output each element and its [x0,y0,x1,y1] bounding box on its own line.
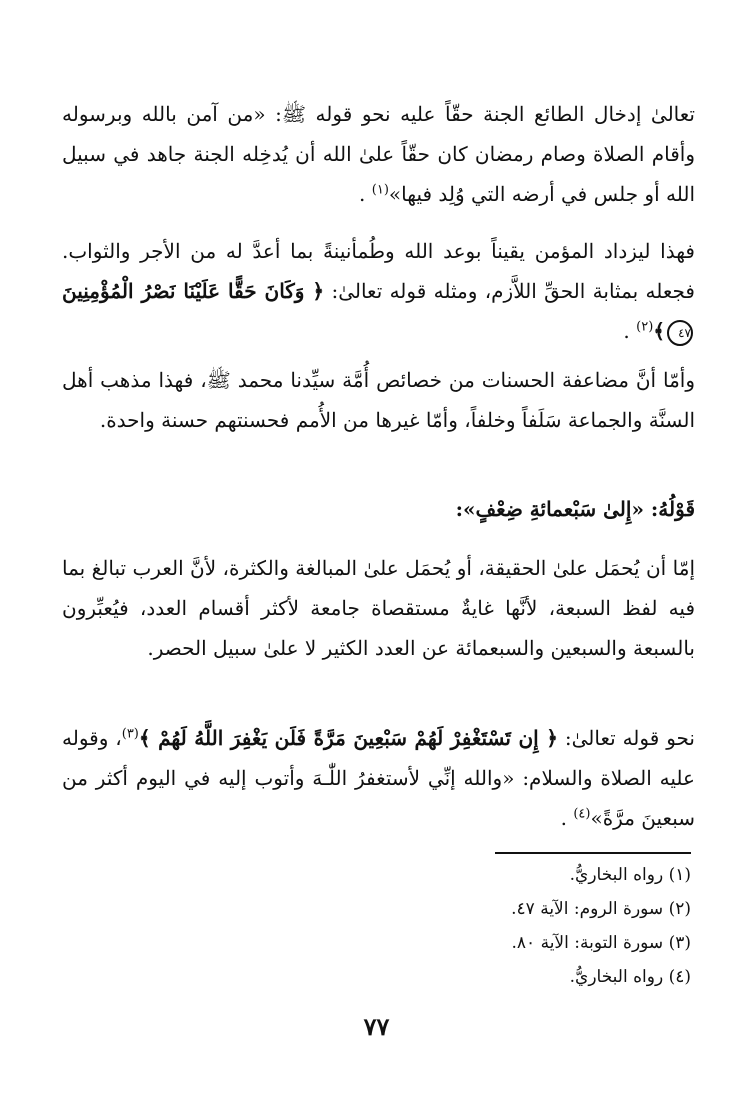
paragraph-multiplication: وأمّا أنَّ مضاعفة الحسنات من خصائص أُمَّة سيِّدنا محمد ﷺ، فهذا مذهب أهل السنَّة والجماعة سَلَفاً وخلفاً، وأمّا غيرها من الأُمم فحسنتهم حسنة واحدة. [62,368,695,432]
paragraph-text: ، وقوله عليه الصلاة والسلام: «والله إنِّي لأستغفرُ اللّٰـهَ وأتوب إليه في اليوم أكثر من سبعينَ مرَّةً» [62,726,695,830]
footnote-separator [495,852,691,854]
footnote-item: (٤) رواه البخاريُّ. [569,967,691,987]
paragraph-end: . [623,319,630,343]
quran-verse: ﴿ وَكَانَ حَقًّا عَلَيْنَا نَصْرُ الْمُؤْمِنِينَ [62,279,325,303]
paragraph-text: فهذا ليزداد المؤمن يقيناً بوعد الله وطُمأنينةً بما أعدَّ له من الأجر والثواب. فجعله بمثابة الحقِّ اللاَّزم، ومثله قوله تعالىٰ: [62,239,695,303]
quran-close-bracket: ﴾ [653,319,665,343]
paragraph-seventy-times [62,718,695,838]
footnote-item: (٢) سورة الروم: الآية ٤٧. [511,899,691,919]
footnote-ref-1: (١) [371,182,389,198]
paragraph-end: . [359,182,366,206]
paragraph-seven-hundred: إمّا أن يُحمَل علىٰ الحقيقة، أو يُحمَل علىٰ المبالغة والكثرة، لأنَّ العرب تبالغ بما فيه لفظ السبعة، لأنَّها غايةٌ مستقصاة جامعة لأكثر أقسام العدد، فيُعبِّرون بالسبعة والسبعين والسبعمائة عن العدد الكثير لا علىٰ سبيل الحصر. [62,556,695,660]
paragraph-text: تعالىٰ إدخال الطائع الجنة حقّاً عليه نحو قوله ﷺ: «من آمن بالله وبرسوله وأقام الصلاة وصام رمضان كان حقّاً علىٰ الله أن يُدخِله الجنة جاهد في سبيل الله أو جلس في أرضه التي وُلِد فيها» [62,102,695,206]
page-number: ٧٧ [363,1012,390,1041]
footnote-item: (١) رواه البخاريُّ. [569,865,691,885]
footnote-ref-2: (٢) [636,319,654,335]
paragraph-end: . [560,806,567,830]
footnote-ref-4: (٤) [573,806,591,822]
footnotes-list [58,858,691,994]
section-heading: قَوْلُهُ: «إِلىٰ سَبْعمائةِ ضِعْفٍ»: [455,497,695,521]
paragraph-hadith-reward [62,94,695,214]
paragraph-lead: نحو قوله تعالىٰ: [564,726,695,750]
footnote-item: (٣) سورة التوبة: الآية ٨٠. [511,933,691,953]
footnote-ref-3: (٣) [121,726,139,742]
ayah-number-marker: ٤٧ [667,320,693,346]
quran-verse: ﴿ إِن تَسْتَغْفِرْ لَهُمْ سَبْعِينَ مَرَّةً فَلَن يَغْفِرَ اللَّهُ لَهُمْ ﴾ [138,726,558,750]
paragraph-certainty [62,231,695,351]
